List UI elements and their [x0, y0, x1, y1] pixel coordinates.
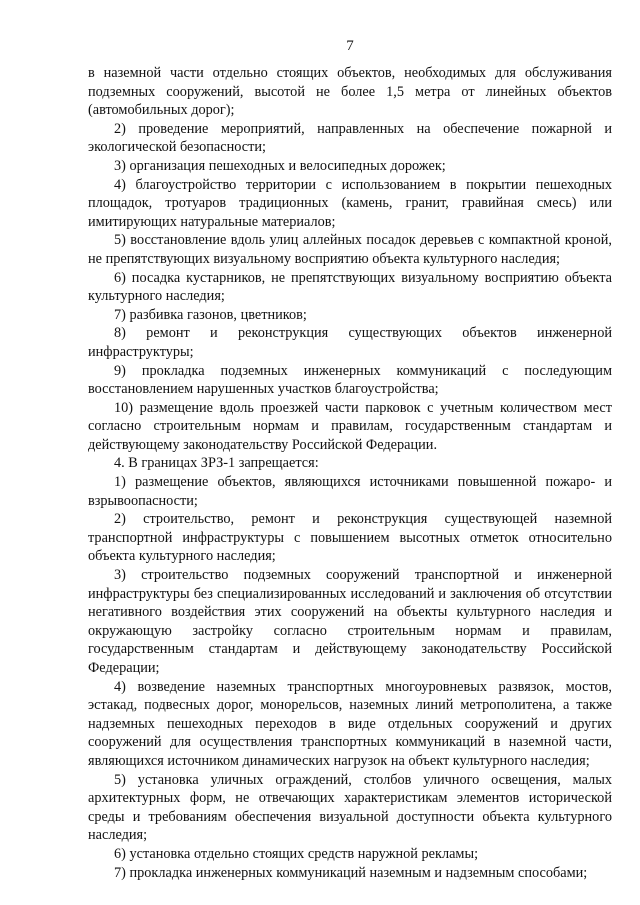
- paragraph: 8) ремонт и реконструкция существующих объектов инженерной инфраструктуры;: [88, 325, 612, 360]
- paragraph: 5) установка уличных ограждений, столбов уличного освещения, малых архитектурных форм, не отвечающих характеристикам элементов исторической среды и требованиям обеспечения визуальной доступности объекта культурного наследия;: [88, 771, 612, 844]
- paragraph: 4) возведение наземных транспортных многоуровневых развязок, мостов, эстакад, подвесных дорог, монорельсов, наземных линий метрополитена, а также надземных пешеходных переходов в виде отдельных сооружений и других сооружений для осуществления транспортных коммуникаций в наземной части, являющихся источником динамических нагрузок на объект культурного наследия;: [88, 678, 612, 769]
- paragraph: 7) прокладка инженерных коммуникаций наземным и надземным способами;: [114, 864, 588, 881]
- paragraph: 2) строительство, ремонт и реконструкция существующей наземной транспортной инфраструктуры с повышением высотных отметок относительно объекта культурного наследия;: [88, 511, 612, 565]
- paragraph: 3) строительство подземных сооружений транспортной и инженерной инфраструктуры без специализированных исследований и заключения об отсутствии негативного воздействия этих сооружений на объекты культурного наследия и окружающую застройку согласно строительным нормам и правилам, государственным стандартам и действующему законодательству Российской Федерации;: [88, 567, 612, 676]
- paragraph: 1) размещение объектов, являющихся источниками повышенной пожаро- и взрывоопасности;: [88, 474, 612, 509]
- paragraph: 6) установка отдельно стоящих средств наружной рекламы;: [114, 845, 479, 862]
- document-body: [88, 64, 612, 882]
- paragraph: 5) восстановление вдоль улиц аллейных посадок деревьев с компактной кроной, не препятствующих визуальному восприятию объекта культурного наследия;: [88, 232, 612, 267]
- paragraph: 9) прокладка подземных инженерных коммуникаций с последующим восстановлением нарушенных участков благоустройства;: [88, 362, 612, 398]
- paragraph: 4) благоустройство территории с использованием в покрытии пешеходных площадок, тротуаров традиционных (камень, гранит, гравийная смесь) или имитирующих натуральные материалов;: [88, 176, 612, 230]
- paragraph: 3) организация пешеходных и велосипедных дорожек;: [114, 157, 446, 174]
- paragraph: в наземной части отдельно стоящих объектов, необходимых для обслуживания подземных сооружений, высотой не более 1,5 метра от линейных объектов (автомобильных дорог);: [88, 65, 612, 119]
- page-number: 7: [346, 38, 354, 54]
- paragraph: 4. В границах ЗРЗ-1 запрещается:: [114, 455, 319, 472]
- paragraph: 6) посадка кустарников, не препятствующих визуальному восприятию объекта культурного наследия;: [88, 269, 612, 305]
- paragraph: 10) размещение вдоль проезжей части парковок с учетным количеством мест согласно строительным нормам и правилам, государственным стандартам и действующему законодательству Российской Федерации.: [88, 399, 612, 453]
- paragraph: 7) разбивка газонов, цветников;: [114, 306, 307, 323]
- paragraph: 2) проведение мероприятий, направленных на обеспечение пожарной и экологической безопасности;: [88, 120, 612, 156]
